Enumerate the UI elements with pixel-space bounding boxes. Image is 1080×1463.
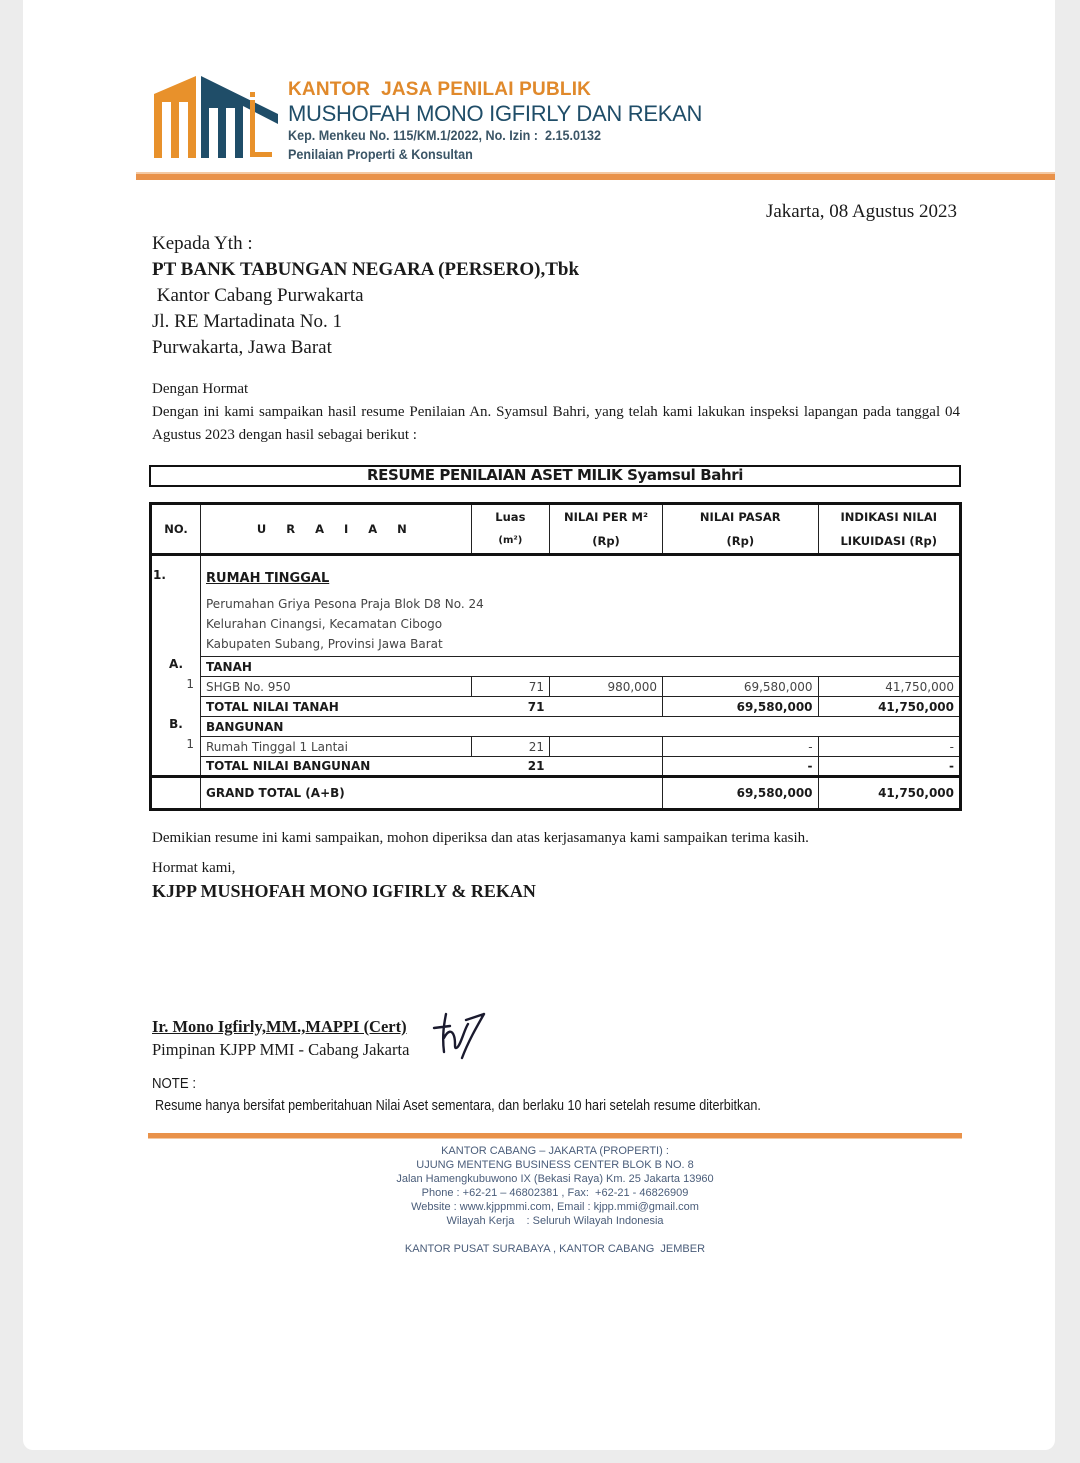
handwritten-signature xyxy=(432,1010,488,1060)
row-nilai-pasar: - xyxy=(663,737,818,757)
col-header-no: NO. xyxy=(151,504,201,555)
grand-total-label: GRAND TOTAL (A+B) xyxy=(201,777,663,810)
row-luas: 71 xyxy=(471,677,549,697)
total-bangunan-likuidasi: - xyxy=(818,757,960,777)
total-bangunan-pasar: - xyxy=(663,757,818,777)
item-address-line: Kabupaten Subang, Provinsi Jawa Barat xyxy=(206,637,443,651)
company-logo xyxy=(152,72,280,160)
row-nilai-per-m2: 980,000 xyxy=(550,677,663,697)
row-description: SHGB No. 950 xyxy=(201,677,472,697)
footer-offices: KANTOR PUSAT SURABAYA , KANTOR CABANG JEMBER xyxy=(404,1243,706,1255)
footer-branch-heading: KANTOR CABANG – JAKARTA (PROPERTI) : xyxy=(441,1145,669,1157)
row-likuidasi: 41,750,000 xyxy=(818,677,960,697)
header-license: Kep. Menkeu No. 115/KM.1/2022, No. Izin : 2.15.0132 xyxy=(288,127,602,143)
row-number: 1 xyxy=(151,737,201,757)
table-row-section-b xyxy=(151,717,961,737)
firm-name: KJPP MUSHOFAH MONO IGFIRLY & REKAN xyxy=(152,881,536,901)
item-address-line: Kelurahan Cinangsi, Kecamatan Cibogo xyxy=(206,617,443,631)
table-title xyxy=(149,465,961,487)
grand-total-pasar: 69,580,000 xyxy=(663,777,818,810)
table-row-item xyxy=(151,555,961,657)
section-b-title: BANGUNAN xyxy=(201,717,961,737)
col-header-nilai-per-m2: NILAI PER M² (Rp) xyxy=(550,504,663,555)
section-a-title: TANAH xyxy=(201,657,961,677)
recipient-address-line: Purwakarta, Jawa Barat xyxy=(152,337,332,358)
row-likuidasi: - xyxy=(818,737,960,757)
recipient-address-line: Jl. RE Martadinata No. 1 xyxy=(152,311,342,332)
total-tanah-label: TOTAL NILAI TANAH xyxy=(201,697,472,717)
table-row xyxy=(151,677,961,697)
row-nilai-pasar: 69,580,000 xyxy=(663,677,818,697)
table-row-section-a xyxy=(151,657,961,677)
item-description xyxy=(201,555,961,657)
letter-date: Jakarta, 08 Agustus 2023 xyxy=(765,201,957,222)
intro-paragraph: Dengan ini kami sampaikan hasil resume Penilaian An. Syamsul Bahri, yang telah kami lakukan inspeksi lapangan pada tanggal 04 Agustus 2023 dengan hasil sebagai berikut : xyxy=(152,404,960,443)
greeting: Dengan Hormat xyxy=(152,381,249,397)
col-header-luas: Luas (m²) xyxy=(471,504,549,555)
header-office-type: KANTOR JASA PENILAI PUBLIK xyxy=(288,79,592,100)
table-header-row xyxy=(151,504,961,555)
row-nilai-per-m2 xyxy=(550,737,663,757)
signer-name: Ir. Mono Igfirly,MM.,MAPPI (Cert) xyxy=(152,1017,407,1036)
logo-orange-building xyxy=(154,76,196,158)
item-address-line: Perumahan Griya Pesona Praja Blok D8 No. 24 xyxy=(206,597,484,611)
logo-navy-building xyxy=(201,76,278,158)
table-row-total-bangunan xyxy=(151,757,961,777)
header-services: Penilaian Properti & Konsultan xyxy=(288,146,473,162)
signer-title: Pimpinan KJPP MMI - Cabang Jakarta xyxy=(152,1040,410,1059)
closing-text: Demikian resume ini kami sampaikan, mohon diperiksa dan atas kerjasamanya kami sampaikan terima kasih. xyxy=(152,830,809,846)
section-b-label: B. xyxy=(151,717,201,737)
recipient-label: Kepada Yth : xyxy=(152,233,253,254)
note-label: NOTE : xyxy=(152,1075,197,1092)
section-a-label: A. xyxy=(151,657,201,677)
item-number: 1. xyxy=(151,555,201,657)
regards: Hormat kami, xyxy=(152,860,236,876)
total-tanah-likuidasi: 41,750,000 xyxy=(818,697,960,717)
footer-phone: Phone : +62-21 – 46802381 , Fax: +62-21 - 46826909 xyxy=(421,1187,689,1199)
footer-website-email: Website : www.kjppmmi.com, Email : kjpp.mmi@gmail.com xyxy=(411,1201,699,1213)
recipient-address-line: Kantor Cabang Purwakarta xyxy=(152,285,364,306)
col-header-likuidasi: INDIKASI NILAI LIKUIDASI (Rp) xyxy=(818,504,960,555)
table-title-owner: Syamsul Bahri xyxy=(627,466,743,484)
table-title-prefix: RESUME PENILAIAN ASET MILIK xyxy=(367,466,628,484)
recipient-name: PT BANK TABUNGAN NEGARA (PERSERO),Tbk xyxy=(152,259,580,280)
row-number: 1 xyxy=(151,677,201,697)
row-description: Rumah Tinggal 1 Lantai xyxy=(201,737,472,757)
logo-orange-l xyxy=(250,100,255,156)
row-luas: 21 xyxy=(471,737,549,757)
table-row xyxy=(151,737,961,757)
col-header-nilai-pasar: NILAI PASAR (Rp) xyxy=(663,504,818,555)
table-row-grand-total xyxy=(151,777,961,810)
valuation-table xyxy=(149,502,962,811)
footer-address-line: Jalan Hamengkubuwono IX (Bekasi Raya) Km. 25 Jakarta 13960 xyxy=(396,1173,714,1185)
total-bangunan-label: TOTAL NILAI BANGUNAN xyxy=(201,757,472,777)
footer-address-line: UJUNG MENTENG BUSINESS CENTER BLOK B NO. 8 xyxy=(416,1159,694,1171)
total-tanah-luas: 71 xyxy=(471,697,549,717)
header-firm-name: MUSHOFAH MONO IGFIRLY DAN REKAN xyxy=(288,101,703,126)
total-tanah-pasar: 69,580,000 xyxy=(663,697,818,717)
total-bangunan-luas: 21 xyxy=(471,757,549,777)
col-header-uraian: U R A I A N xyxy=(201,504,472,555)
grand-total-likuidasi: 41,750,000 xyxy=(818,777,960,810)
item-title: RUMAH TINGGAL xyxy=(206,571,330,586)
header-divider xyxy=(136,172,1055,180)
table-row-total-tanah xyxy=(151,697,961,717)
note-text: Resume hanya bersifat pemberitahuan Nilai Aset sementara, dan berlaku 10 hari setelah resume diterbitkan. xyxy=(155,1097,761,1114)
footer-divider xyxy=(148,1133,962,1139)
footer-work-area: Wilayah Kerja : Seluruh Wilayah Indonesia xyxy=(446,1215,664,1227)
